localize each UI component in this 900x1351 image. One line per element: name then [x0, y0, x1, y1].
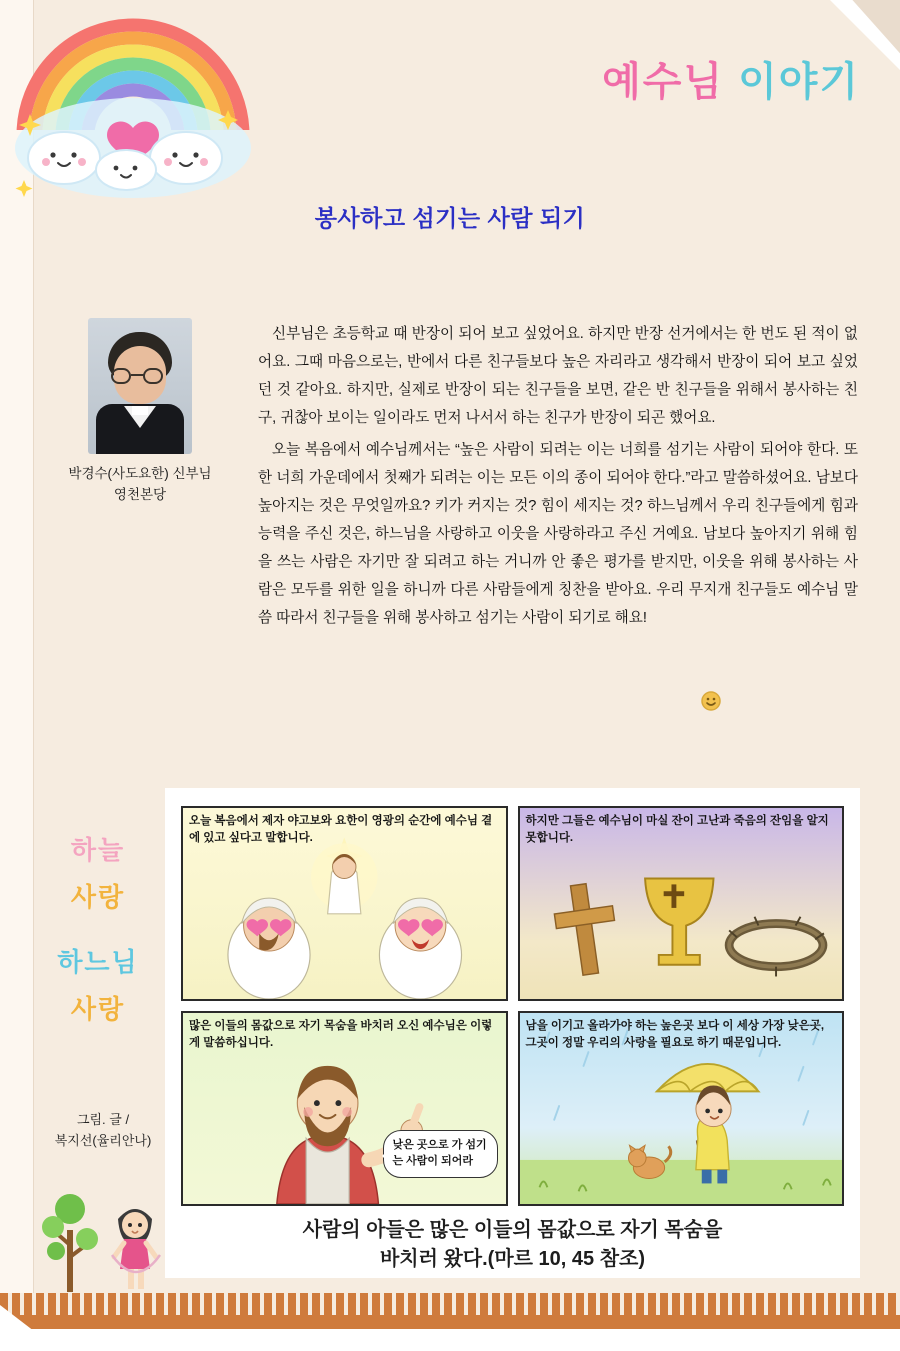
comic-panel-3-caption: 많은 이들의 몸값으로 자기 목숨을 바치러 오신 예수님은 이렇게 말씀하십니다.	[189, 1020, 493, 1050]
comic-panel-2-caption: 하지만 그들은 예수님이 마실 잔이 고난과 죽음의 잔임을 알지 못합니다.	[525, 815, 829, 845]
comic-strip	[165, 788, 860, 1278]
sidebar-decorative-words	[38, 830, 158, 1026]
photo-glasses-right	[143, 368, 163, 384]
author-profile	[60, 318, 220, 506]
ground-band	[0, 1313, 900, 1329]
artist-credit-line2: 복지선(율리안나)	[54, 1132, 152, 1148]
comic-panel-1	[181, 806, 508, 1001]
header-title-part1: 예수님	[602, 60, 725, 104]
comic-verse-line2: 바치러 왔다.(마르 10, 45 참조)	[379, 1248, 646, 1270]
article-body	[258, 320, 858, 632]
artist-credit	[38, 1110, 168, 1152]
photo-collar-band	[132, 406, 148, 415]
comic-panel-3-speech-bubble: 낮은 곳으로 가 섬기는 사람이 되어라	[383, 1130, 498, 1178]
photo-glasses-bridge	[131, 374, 145, 376]
girl-illustration	[108, 1199, 162, 1295]
tree-illustration	[40, 1185, 100, 1295]
decorative-emoji	[700, 690, 722, 717]
sidebar-word-4: 사랑	[70, 994, 126, 1024]
comic-panel-1-caption: 오늘 복음에서 제자 야고보와 요한이 영광의 순간에 예수님 곁에 있고 싶다고 말합니다.	[189, 815, 493, 845]
photo-glasses-left	[111, 368, 131, 384]
sidebar-word-3: 하느님	[57, 947, 139, 977]
comic-panel-3	[181, 1011, 508, 1206]
comic-panel-4	[518, 1011, 845, 1206]
comic-verse-line1: 사람의 아들은 많은 이들의 몸값으로 자기 목숨을	[302, 1219, 723, 1241]
author-name: 박경수(사도요한) 신부님	[68, 466, 212, 481]
article-paragraph-1: 신부님은 초등학교 때 반장이 되어 보고 싶었어요. 하지만 반장 선거에서는 한 번도 된 적이 없어요. 그때 마음으로는, 반에서 다른 친구들보다 높은 자리라고 생각해서 반장이 되어 보고 싶었던 것 같아요. 하지만, 실제로 반장이 되는 친구들을 보면, 같은 반 친구들을 위해서 봉사하는 친구, 귀찮아 보이는 일이라도 먼저 나서서 하는 친구가 반장이 되곤 했어요.	[258, 326, 858, 427]
rainbow-illustration	[8, 10, 258, 200]
header-title-part2: 이야기	[738, 60, 860, 104]
page-header-title	[602, 50, 860, 107]
article-paragraph-2: 오늘 복음에서 예수님께서는 “높은 사람이 되려는 이는 너희를 섬기는 사람이 되어야 한다. 또한 너희 가운데에서 첫째가 되려는 이는 모든 이의 종이 되어야 한다.”라고 말씀하셨어요. 남보다 높아지는 것은 무엇일까요? 키가 커지는 것? 힘이 세지는 것? 하느님께서 우리 친구들에게 힘과 능력을 주신 것은, 하느님을 사랑하고 이웃을 사랑하라고 주신 거예요. 남보다 높아지기 위해 힘을 쓰는 사람은 자기만 잘 되려고 하는 거니까 안 좋은 평가를 받지만, 이웃을 위해 봉사하는 사람은 모두를 위한 일을 하니까 다른 사람들에게 칭찬을 받아요. 우리 무지개 친구들도 예수님 말씀 따라서 친구들을 위해 봉사하고 섬기는 사람이 되기로 해요!	[258, 442, 858, 627]
sidebar-word-2: 사랑	[70, 882, 126, 912]
author-parish: 영천본당	[113, 486, 167, 502]
comic-panel-2	[518, 806, 845, 1001]
ground-ticks	[0, 1293, 900, 1315]
page-bottom-edge	[0, 1329, 900, 1351]
rainbow-svg	[8, 10, 258, 200]
author-photo	[88, 318, 192, 454]
sidebar-word-1: 하늘	[70, 835, 126, 865]
comic-grid	[181, 806, 844, 1206]
author-name-block	[60, 464, 220, 506]
comic-verse	[165, 1216, 860, 1274]
article-subtitle: 봉사하고 섬기는 사람 되기	[314, 205, 586, 231]
comic-panel-4-caption: 남을 이기고 올라가야 하는 높은곳 보다 이 세상 가장 낮은곳, 그곳이 정말 우리의 사랑을 필요로 하기 때문입니다.	[525, 1020, 825, 1050]
artist-credit-line1: 그림. 글 /	[76, 1112, 130, 1127]
